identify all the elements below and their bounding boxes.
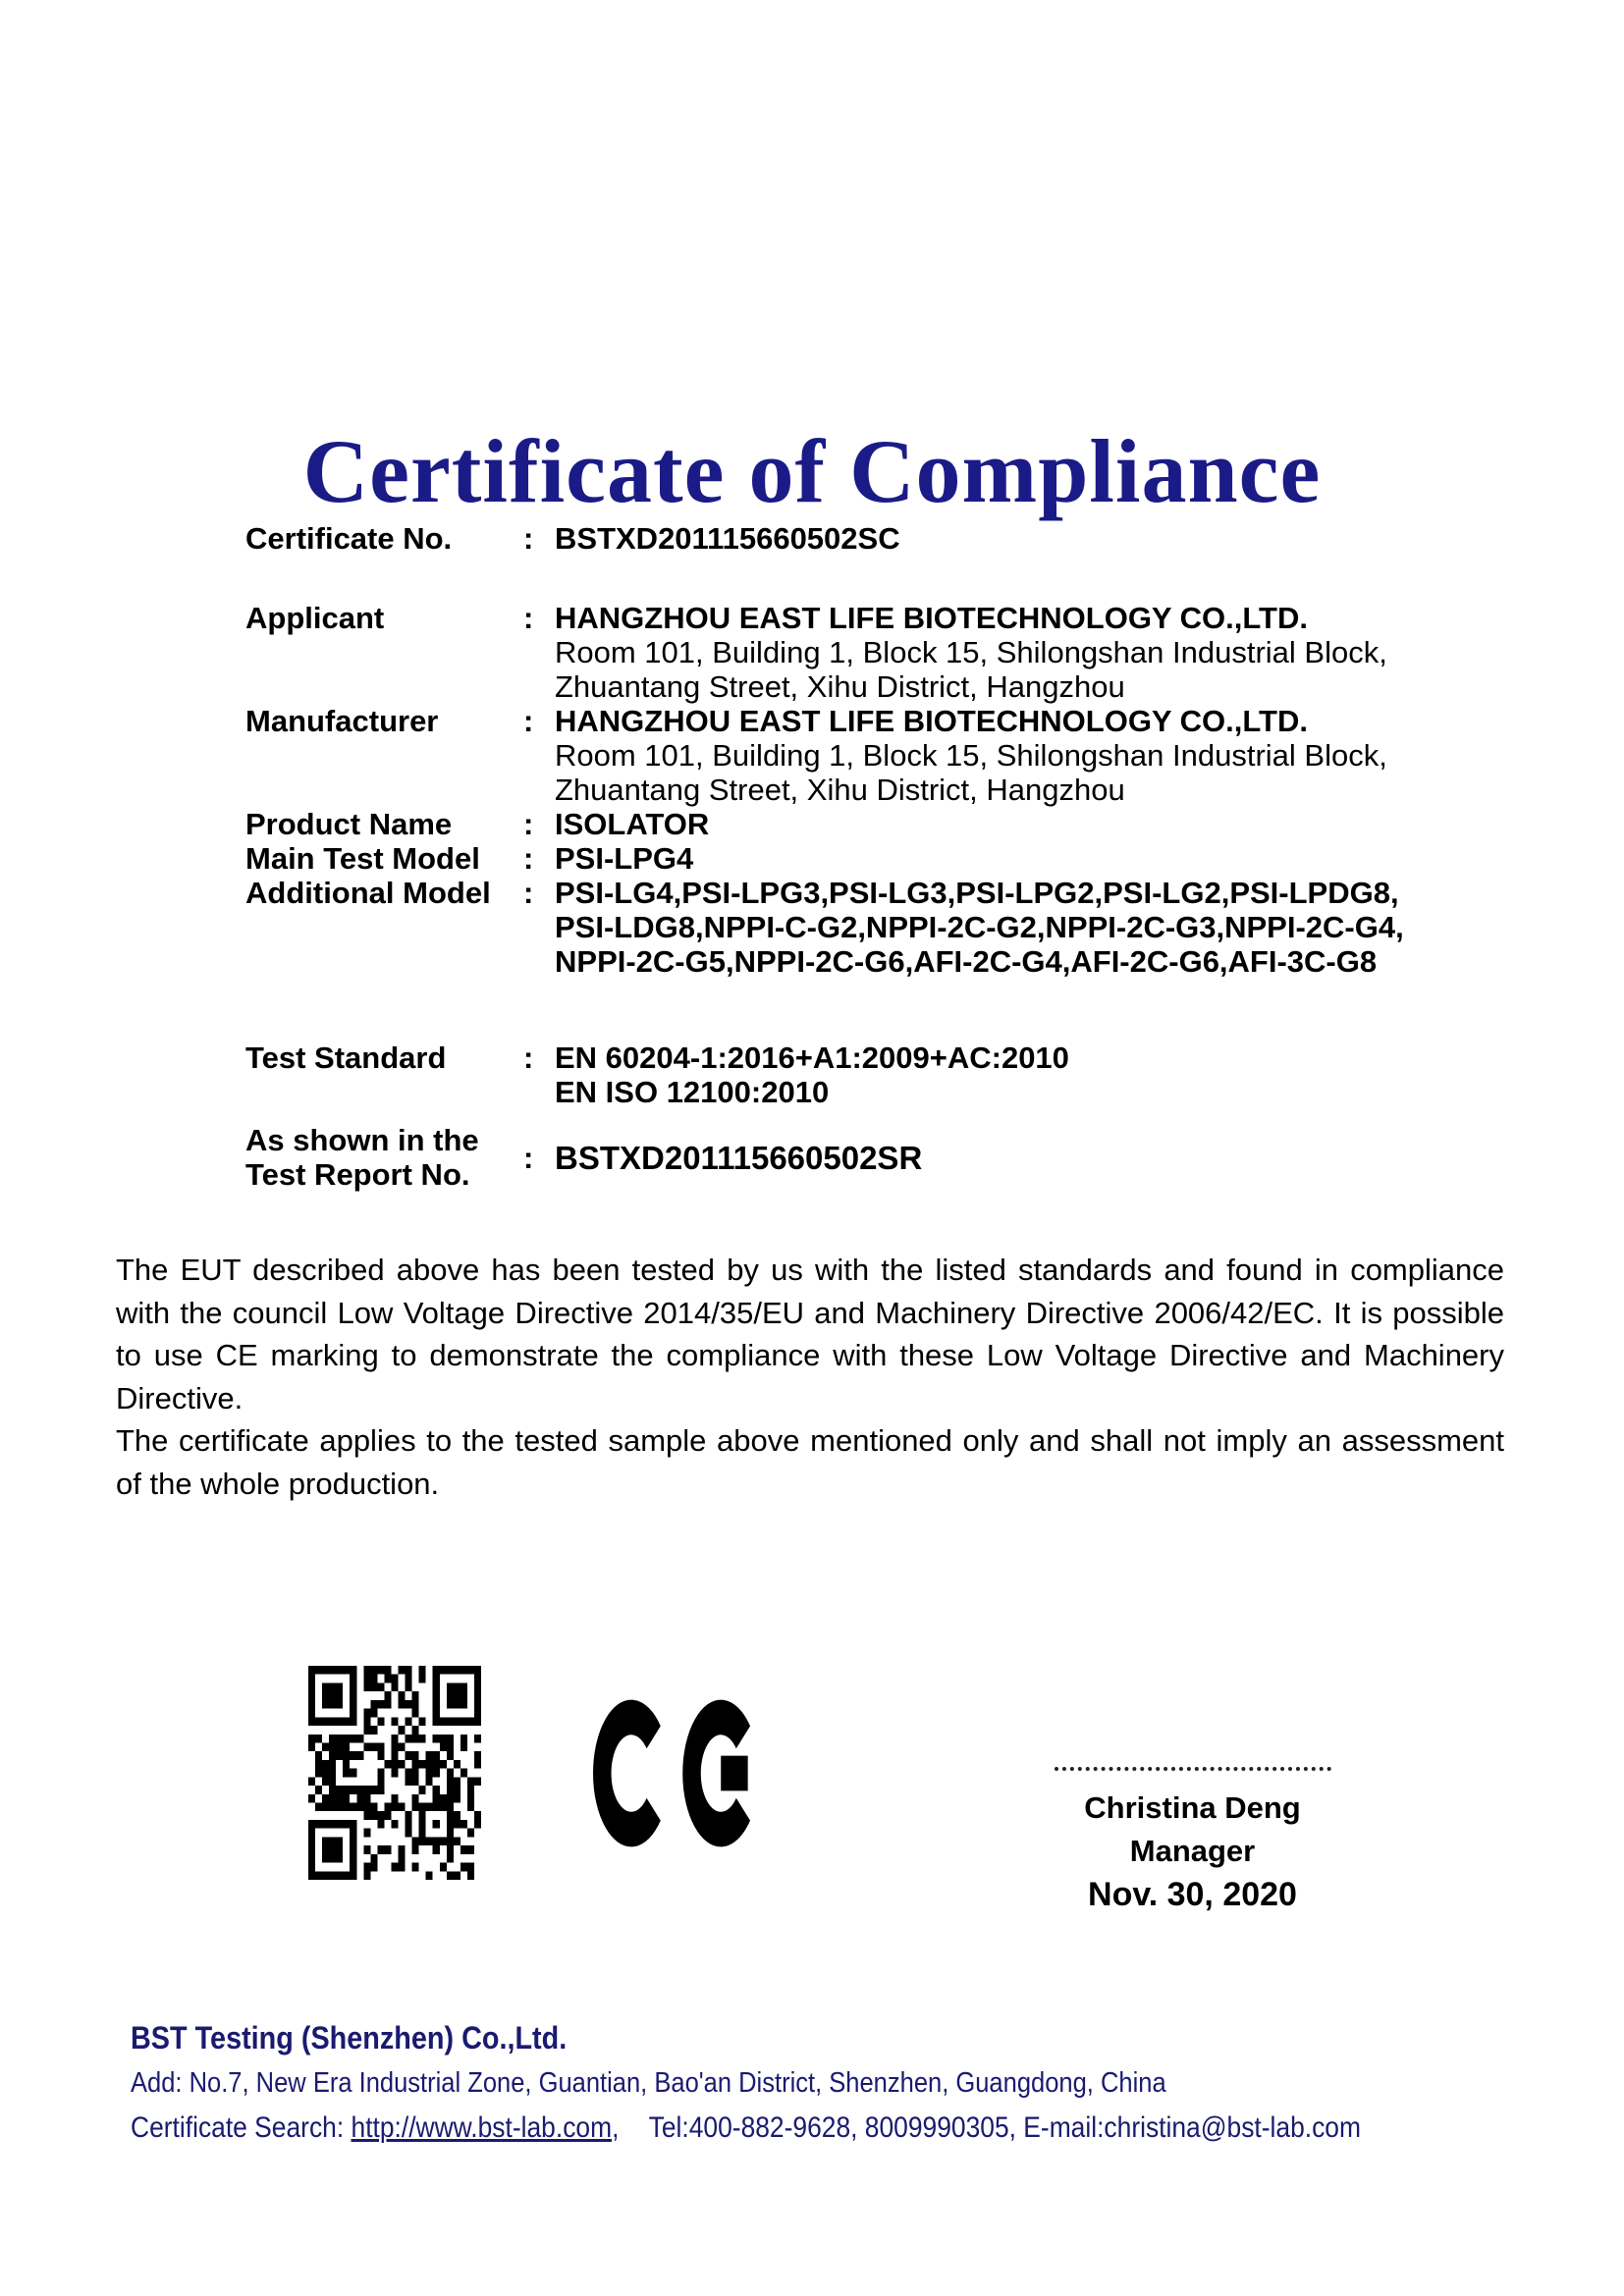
value-product-name: ISOLATOR: [555, 807, 710, 841]
applicant-address-line-2: Zhuantang Street, Xihu District, Hangzhou: [555, 669, 1125, 704]
ce-mark-c: [602, 1717, 653, 1829]
qr-code: [308, 1666, 481, 1880]
footer-company-name: BST Testing (Shenzhen) Co.,Ltd.: [131, 2020, 568, 2056]
colon: :: [523, 601, 534, 635]
colon: :: [523, 704, 534, 738]
test-standard-line-1: EN 60204-1:2016+A1:2009+AC:2010: [555, 1041, 1069, 1075]
label-test-standard: Test Standard: [245, 1041, 447, 1075]
value-certificate-no: BSTXD201115660502SC: [555, 521, 900, 556]
value-applicant-name: HANGZHOU EAST LIFE BIOTECHNOLOGY CO.,LTD.: [555, 601, 1308, 635]
certificate-search-url[interactable]: http://www.bst-lab.com: [351, 2111, 613, 2144]
field-row-additional-model: [245, 876, 1483, 979]
value-manufacturer-name: HANGZHOU EAST LIFE BIOTECHNOLOGY CO.,LTD.: [555, 704, 1308, 738]
signatory-title: Manager: [1129, 1834, 1256, 1868]
field-row-manufacturer: [245, 704, 1483, 807]
compliance-statement: [116, 1249, 1504, 1505]
signature-block: [1003, 1767, 1381, 1916]
manufacturer-address-line-1: Room 101, Building 1, Block 15, Shilongshan Industrial Block,: [555, 738, 1387, 773]
ce-mark-image: [586, 1696, 761, 1850]
additional-model-line-3: NPPI-2C-G5,NPPI-2C-G6,AFI-2C-G4,AFI-2C-G6,AFI-3C-G8: [555, 944, 1378, 979]
search-url-separator: ,: [612, 2111, 620, 2144]
signature-dotted-line: [1055, 1767, 1331, 1771]
field-row-certificate-no: [245, 521, 1483, 556]
label-applicant: Applicant: [245, 601, 385, 635]
label-additional-model: Additional Model: [245, 876, 491, 910]
label-test-report-no: As shown in the Test Report No.: [245, 1123, 479, 1192]
value-main-test-model: PSI-LPG4: [555, 841, 694, 876]
colon: :: [523, 841, 534, 876]
ce-mark: [586, 1696, 761, 1850]
field-row-test-report-no: [245, 1123, 1483, 1192]
test-standard-line-2: EN ISO 12100:2010: [555, 1075, 830, 1109]
certificate-info-section: [245, 521, 1483, 1192]
colon: :: [523, 876, 534, 910]
label-certificate-no: Certificate No.: [245, 521, 453, 556]
signatory-name: Christina Deng: [1084, 1790, 1301, 1825]
page-title: Certificate of Compliance: [302, 420, 1322, 521]
body-paragraph-1: The EUT described above has been tested by us with the listed standards and found in compliance with the council Low Voltage Directive 2014/35/EU and Machinery Directive 2006/42/EC. It is possible to use CE marking to demonstrate the compliance with these Low Voltage Directive and Machinery Directive.: [116, 1253, 1504, 1415]
field-row-product-name: [245, 807, 1483, 841]
field-row-main-test-model: [245, 841, 1483, 876]
field-row-test-standard: [245, 1041, 1483, 1109]
field-row-applicant: [245, 601, 1483, 704]
qr-code-image: [308, 1666, 481, 1880]
value-test-report-no: BSTXD201115660502SR: [555, 1139, 923, 1176]
additional-model-line-2: PSI-LDG8,NPPI-C-G2,NPPI-2C-G2,NPPI-2C-G3,NPPI-2C-G4,: [555, 910, 1404, 944]
applicant-address-line-1: Room 101, Building 1, Block 15, Shilongshan Industrial Block,: [555, 635, 1387, 669]
colon: :: [523, 521, 534, 556]
footer-search-line: [131, 2111, 1392, 2145]
certificate-search-label: Certificate Search:: [131, 2111, 345, 2144]
label-manufacturer: Manufacturer: [245, 704, 439, 738]
colon: :: [523, 1041, 534, 1075]
additional-model-line-1: PSI-LG4,PSI-LPG3,PSI-LG3,PSI-LPG2,PSI-LG2,PSI-LPDG8,: [555, 876, 1399, 910]
signature-date: Nov. 30, 2020: [1088, 1876, 1297, 1913]
body-paragraph-2: The certificate applies to the tested sample above mentioned only and shall not imply an assessment of the whole production.: [116, 1423, 1504, 1501]
footer-contact: Tel:400-882-9628, 8009990305, E-mail:christina@bst-lab.com: [648, 2111, 1361, 2144]
footer: [131, 2020, 1564, 2145]
colon: :: [523, 1140, 534, 1175]
manufacturer-address-line-2: Zhuantang Street, Xihu District, Hangzhou: [555, 773, 1125, 807]
label-product-name: Product Name: [245, 807, 453, 841]
colon: :: [523, 807, 534, 841]
label-main-test-model: Main Test Model: [245, 841, 480, 876]
footer-address: Add: No.7, New Era Industrial Zone, Guantian, Bao'an District, Shenzhen, Guangdong, China: [131, 2067, 1166, 2099]
